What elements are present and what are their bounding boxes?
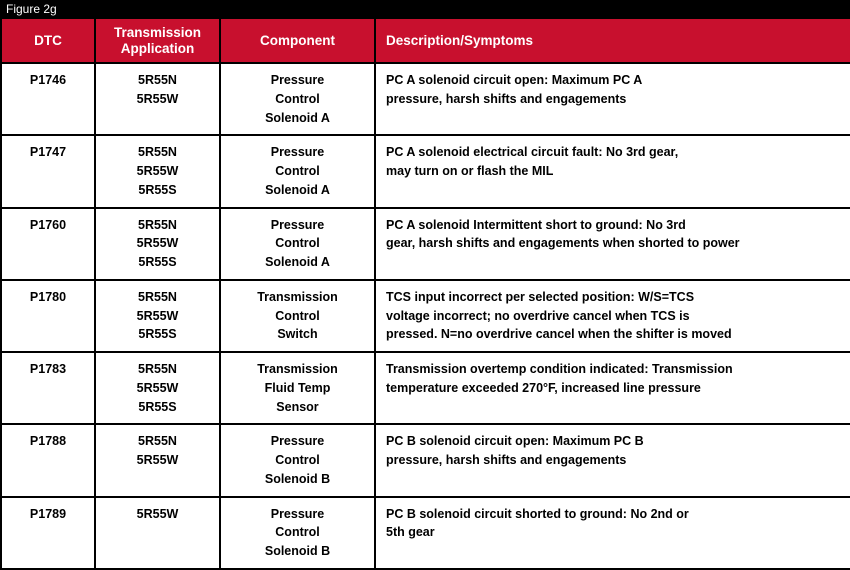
component-line: Solenoid B	[264, 544, 331, 559]
dtc-table	[0, 19, 850, 570]
column-header-component: Component	[220, 19, 375, 63]
description-line: may turn on or flash the MIL	[386, 164, 554, 179]
application-line: 5R55N	[138, 217, 177, 232]
table-row	[1, 352, 850, 424]
column-header-application-line1: Transmission	[113, 25, 202, 40]
component-line: Pressure	[270, 73, 325, 88]
application-line: 5R55N	[138, 289, 177, 304]
cell-dtc: P1788	[1, 424, 95, 496]
description-line: Transmission overtemp condition indicated: Transmission	[386, 362, 733, 377]
cell-component	[220, 63, 375, 135]
table-header-row	[1, 19, 850, 63]
cell-component	[220, 424, 375, 496]
application-line: 5R55N	[138, 362, 177, 377]
component-line: Control	[275, 91, 320, 106]
cell-dtc: P1746	[1, 63, 95, 135]
component-line: Fluid Temp	[264, 380, 331, 395]
component-line: Transmission	[257, 362, 338, 377]
cell-component	[220, 352, 375, 424]
cell-transmission-application	[95, 208, 220, 280]
application-line: 5R55N	[138, 145, 177, 160]
application-line: 5R55W	[136, 164, 179, 179]
table-row	[1, 424, 850, 496]
cell-transmission-application	[95, 352, 220, 424]
component-line: Control	[275, 525, 320, 540]
cell-transmission-application	[95, 497, 220, 569]
figure-caption: Figure 2g	[0, 0, 850, 19]
cell-transmission-application	[95, 424, 220, 496]
cell-description	[375, 424, 850, 496]
application-line: 5R55N	[138, 73, 177, 88]
component-line: Control	[275, 236, 320, 251]
description-line: TCS input incorrect per selected position: W/S=TCS	[386, 289, 695, 304]
cell-description	[375, 352, 850, 424]
component-line: Pressure	[270, 145, 325, 160]
cell-transmission-application	[95, 280, 220, 352]
cell-dtc: P1783	[1, 352, 95, 424]
component-line: Solenoid A	[265, 255, 330, 270]
cell-dtc: P1780	[1, 280, 95, 352]
application-line: 5R55W	[136, 506, 179, 521]
cell-transmission-application	[95, 63, 220, 135]
cell-component	[220, 208, 375, 280]
cell-description	[375, 63, 850, 135]
application-line: 5R55S	[138, 399, 177, 414]
description-line: gear, harsh shifts and engagements when shorted to power	[386, 236, 740, 251]
application-line: 5R55W	[136, 236, 179, 251]
table-row	[1, 280, 850, 352]
column-header-dtc: DTC	[1, 19, 95, 63]
description-line: PC B solenoid circuit shorted to ground: No 2nd or	[386, 506, 689, 521]
cell-component	[220, 497, 375, 569]
component-line: Switch	[277, 327, 318, 342]
component-line: Solenoid B	[264, 471, 331, 486]
application-line: 5R55S	[138, 255, 177, 270]
application-line: 5R55W	[136, 380, 179, 395]
cell-description	[375, 208, 850, 280]
description-line: PC A solenoid circuit open: Maximum PC A	[386, 73, 643, 88]
description-line: voltage incorrect; no overdrive cancel when TCS is	[386, 308, 690, 323]
component-line: Pressure	[270, 506, 325, 521]
column-header-description: Description/Symptoms	[375, 19, 850, 63]
cell-description	[375, 135, 850, 207]
component-line: Solenoid A	[265, 110, 330, 125]
cell-component	[220, 135, 375, 207]
component-line: Control	[275, 453, 320, 468]
component-line: Solenoid A	[265, 182, 330, 197]
cell-dtc: P1789	[1, 497, 95, 569]
cell-description	[375, 280, 850, 352]
component-line: Transmission	[257, 289, 338, 304]
component-line: Pressure	[270, 217, 325, 232]
description-line: pressure, harsh shifts and engagements	[386, 91, 627, 106]
description-line: PC A solenoid Intermittent short to ground: No 3rd	[386, 217, 686, 232]
component-line: Sensor	[276, 399, 319, 414]
description-line: 5th gear	[386, 525, 435, 540]
component-line: Pressure	[270, 434, 325, 449]
description-line: pressure, harsh shifts and engagements	[386, 453, 627, 468]
cell-component	[220, 280, 375, 352]
description-line: pressed. N=no overdrive cancel when the shifter is moved	[386, 327, 732, 342]
application-line: 5R55S	[138, 182, 177, 197]
table-row	[1, 497, 850, 569]
column-header-application-line2: Application	[120, 40, 195, 56]
description-line: PC B solenoid circuit open: Maximum PC B	[386, 434, 644, 449]
component-line: Control	[275, 164, 320, 179]
column-header-transmission-application	[95, 19, 220, 63]
table-body	[1, 63, 850, 569]
description-line: PC A solenoid electrical circuit fault: No 3rd gear,	[386, 145, 679, 160]
cell-transmission-application	[95, 135, 220, 207]
table-row	[1, 63, 850, 135]
cell-dtc: P1760	[1, 208, 95, 280]
component-line: Control	[275, 308, 320, 323]
table-row	[1, 208, 850, 280]
application-line: 5R55W	[136, 91, 179, 106]
cell-dtc: P1747	[1, 135, 95, 207]
table-row	[1, 135, 850, 207]
application-line: 5R55W	[136, 308, 179, 323]
application-line: 5R55W	[136, 453, 179, 468]
table-header	[1, 19, 850, 63]
description-line: temperature exceeded 270°F, increased line pressure	[386, 380, 701, 395]
cell-description	[375, 497, 850, 569]
application-line: 5R55S	[138, 327, 177, 342]
application-line: 5R55N	[138, 434, 177, 449]
